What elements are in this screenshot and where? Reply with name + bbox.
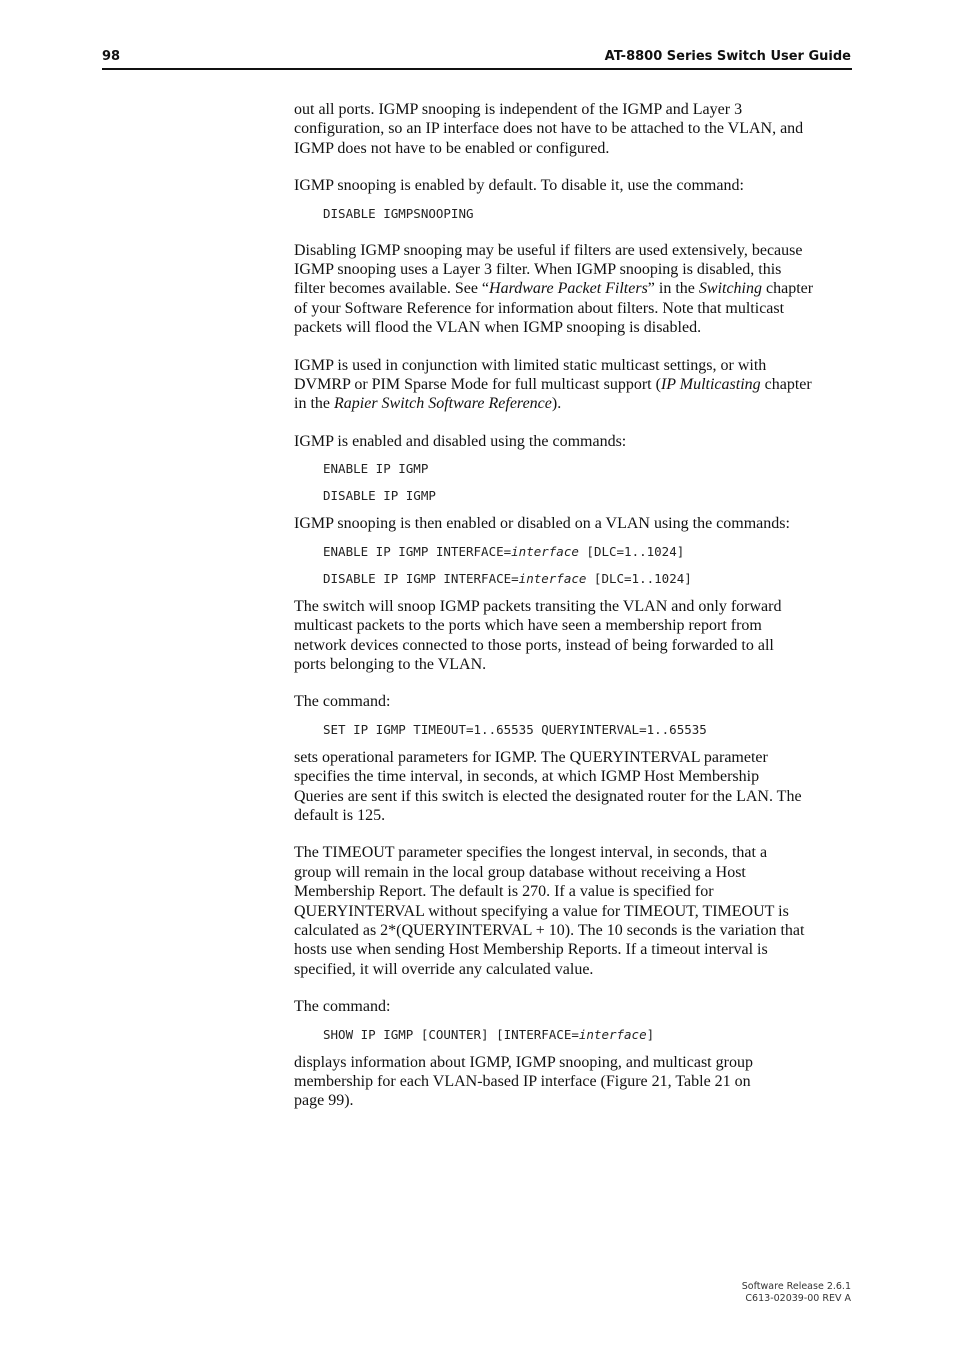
command-text: SHOW IP IGMP [COUNTER] [INTERFACE= xyxy=(323,1026,579,1042)
paragraph-3-text-e: chapter of your Software Reference for information about filters. Note that multicast packets will flood the VLAN when IGMP snooping is disabled. xyxy=(294,280,814,337)
command-enable-ip-igmp: ENABLE IP IGMP xyxy=(323,461,429,477)
paragraph-4-text-e: ). xyxy=(551,395,562,413)
command-parameter: interface xyxy=(511,543,579,559)
footer-release: Software Release 2.6.1 xyxy=(741,1281,851,1292)
paragraph-3 xyxy=(294,241,856,338)
footer-doc-id: C613-02039-00 REV A xyxy=(745,1293,851,1304)
command-disable-igmpsnooping: DISABLE IGMPSNOOPING xyxy=(323,205,474,221)
command-disable-ip-igmp: DISABLE IP IGMP xyxy=(323,488,436,504)
command-enable-ip-igmp-interface xyxy=(323,543,856,561)
command-disable-ip-igmp-interface xyxy=(323,570,856,588)
paragraph-11: The command: xyxy=(294,998,391,1016)
paragraph-10: The TIMEOUT parameter specifies the longest interval, in seconds, that a group will remain in the local group database without receiving a Host Membership Report. The default is 270. If a value is specified for QUERYINTERVAL without specifying a value for TIMEOUT, TIMEOUT is calculated as 2*(QUERYINTERVAL + 10). The 10 seconds is the variation that hosts use when sending Host Membership Reports. If a timeout interval is specified, it will override any calculated value. xyxy=(294,844,805,978)
paragraph-4-text-a: IGMP is used in conjunction with limited static multicast settings, or with DVMRP or PIM Sparse Mode for full multicast support ( xyxy=(294,356,767,394)
paragraph-3-ref-switching: Switching xyxy=(698,280,762,298)
command-parameter: interface xyxy=(578,1026,647,1042)
paragraph-3-text-c: ” in the xyxy=(647,280,699,298)
header-rule xyxy=(102,68,852,70)
paragraph-8: The command: xyxy=(294,693,391,711)
command-set-ip-igmp: SET IP IGMP TIMEOUT=1..65535 QUERYINTERVAL=1..65535 xyxy=(323,721,707,737)
paragraph-7: The switch will snoop IGMP packets transiting the VLAN and only forward multicast packets to the ports which have seen a membership report from network devices connected to those ports, instead of being forwarded to all ports belonging to the VLAN. xyxy=(294,597,782,673)
command-parameter: interface xyxy=(518,570,587,586)
command-show-ip-igmp xyxy=(323,1026,856,1044)
command-text: ENABLE IP IGMP INTERFACE= xyxy=(323,543,512,559)
paragraph-3-ref-hardware-packet-filters: Hardware Packet Filters xyxy=(489,280,648,298)
paragraph-5: IGMP is enabled and disabled using the commands: xyxy=(294,432,627,450)
paragraph-12: displays information about IGMP, IGMP snooping, and multicast group membership for each VLAN-based IP interface (Figure 21, Table 21 on page 99). xyxy=(294,1053,753,1110)
paragraph-4 xyxy=(294,356,856,414)
command-text: DISABLE IP IGMP INTERFACE= xyxy=(323,570,519,586)
paragraph-4-ref-ip-multicasting: IP Multicasting xyxy=(660,376,761,394)
body-text xyxy=(294,100,856,1129)
paragraph-6: IGMP snooping is then enabled or disabled on a VLAN using the commands: xyxy=(294,515,790,533)
paragraph-3-text-a: Disabling IGMP snooping may be useful if filters are used extensively, because IGMP snooping uses a Layer 3 filter. When IGMP snooping is disabled, this filter becomes available. See “ xyxy=(294,241,803,298)
command-text: ] xyxy=(646,1026,655,1042)
command-text: [DLC=1..1024] xyxy=(586,570,692,586)
running-header-title: AT-8800 Series Switch User Guide xyxy=(604,49,851,64)
paragraph-9: sets operational parameters for IGMP. The QUERYINTERVAL parameter specifies the time interval, in seconds, at which IGMP Host Membership Queries are sent if this switch is elected the designated router for the LAN. The default is 125. xyxy=(294,748,802,824)
paragraph-4-text-c: chapter in the xyxy=(294,376,812,413)
paragraph-1: out all ports. IGMP snooping is independent of the IGMP and Layer 3 configuration, so an IP interface does not have to be attached to the VLAN, and IGMP does not have to be enabled or configured. xyxy=(294,101,804,157)
paragraph-2: IGMP snooping is enabled by default. To disable it, use the command: xyxy=(294,177,744,195)
command-text: [DLC=1..1024] xyxy=(578,543,685,559)
page-number: 98 xyxy=(102,49,121,64)
paragraph-4-ref-software-reference: Rapier Switch Software Reference xyxy=(334,395,552,413)
